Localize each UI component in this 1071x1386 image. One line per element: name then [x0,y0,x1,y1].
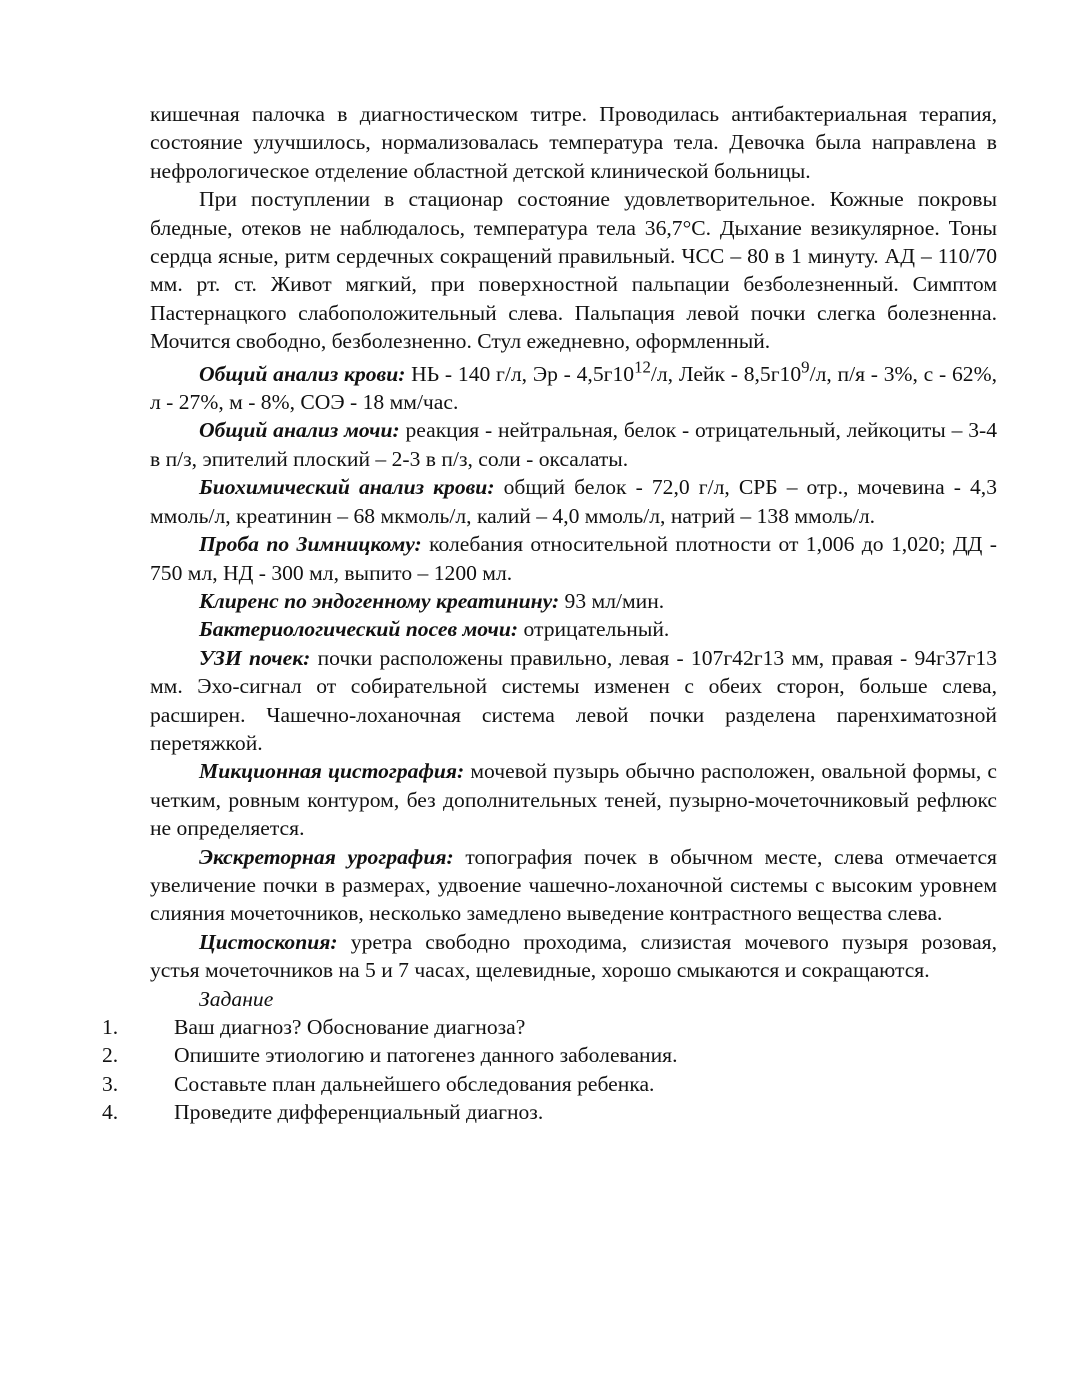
intro-paragraph: кишечная палочка в диагностическом титре. Проводилась антибактериальная терапия, состояние улучшилось, нормализовалась температура тела. Девочка была направлена в нефрологическое отделение областной детской клинической больницы. [150,102,997,183]
blood-test-exponent-2: 9 [801,357,810,377]
urography-heading: Экскреторная урография: [199,844,454,869]
blood-test-text-1: НЬ - 140 г/л, Эр - 4,5г10 [405,361,635,386]
task-item-number: 4. [102,1100,119,1125]
clearance-paragraph [150,587,997,615]
zimnitsky-paragraph [150,530,997,587]
blood-test-paragraph [150,357,997,417]
clearance-text: 93 мл/мин. [559,588,665,613]
bacterio-paragraph [150,615,997,643]
task-item-number: 3. [102,1071,119,1096]
bacterio-text: отрицательный. [518,617,670,642]
cystography-paragraph [150,757,997,842]
zimnitsky-heading: Проба по Зимницкому: [199,532,422,557]
ultrasound-heading: УЗИ почек: [199,645,311,670]
cystography-heading: Микционная цистография: [199,759,465,784]
biochem-paragraph [150,473,997,530]
cystoscopy-text: уретра свободно проходима, слизистая мочевого пузыря розовая, устья мочеточников на 5 и 7 часах, щелевидные, хорошо смыкаются и сокращаются. [150,929,997,983]
task-item-text: Составьте план дальнейшего обследования ребенка. [174,1071,655,1096]
task-item-number: 2. [102,1043,119,1068]
cystoscopy-heading: Цистоскопия: [199,929,338,954]
admission-paragraph: При поступлении в стационар состояние удовлетворительное. Кожные покровы бледные, отеков не наблюдалось, температура тела 36,7°С. Дыхание везикулярное. Тоны сердца ясные, ритм сердечных сокращений правильный. ЧСС – 80 в 1 минуту. АД – 110/70 мм. рт. ст. Живот мягкий, при поверхностной пальпации безболезненный. Симптом Пастернацкого слабоположительный слева. Пальпация левой почки слегка болезненна. Мочится свободно, безболезненно. Стул ежедневно, оформленный. [150,187,997,354]
urine-test-heading: Общий анализ мочи: [199,418,400,443]
task-item-number: 1. [102,1015,119,1039]
ultrasound-text: почки расположены правильно, левая - 107г42г13 мм, правая - 94г37г13 мм. Эхо-сигнал от собирательной системы изменен с обеих сторон, больше слева, расширен. Чашечно-лоханочная система левой почки разделена паренхиматозной перетяжкой. [150,645,997,755]
ultrasound-paragraph [150,644,997,758]
task-item-text: Проведите дифференциальный диагноз. [174,1100,544,1125]
task-item [102,1013,997,1041]
urine-test-paragraph [150,416,997,473]
blood-test-text-3: /л, п/я - 3%, с - 62%, л - 27%, м - 8%, СОЭ - 18 мм/час. [150,361,997,415]
biochem-heading: Биохимический анализ крови: [199,475,495,500]
bacterio-heading: Бактериологический посев мочи: [199,617,519,642]
blood-test-exponent-1: 12 [634,357,651,377]
urography-paragraph [150,843,997,928]
cystoscopy-paragraph [150,928,997,985]
urography-text: топография почек в обычном месте, слева отмечается увеличение почки в размерах, удвоение чашечно-лоханочной системы с высоким уровнем слияния мочеточников, несколько замедлено выведение контрастного вещества слева. [150,844,997,926]
cystography-text: мочевой пузырь обычно расположен, овальной формы, с четким, ровным контуром, без дополнительных теней, пузырно-мочеточниковый рефлюкс не определяется. [150,759,998,841]
urine-test-text: реакция - нейтральная, белок - отрицательный, лейкоциты – 3-4 в п/з, эпителий плоский – 2-3 в п/з, соли - оксалаты. [150,418,998,471]
task-item [102,1070,997,1098]
task-item-text: Ваш диагноз? Обоснование диагноза? [174,1015,526,1039]
document-page [102,100,998,1127]
zimnitsky-text: колебания относительной плотности от 1,006 до 1,020; ДД - 750 мл, НД - 300 мл, выпито – 1200 мл. [150,532,997,585]
task-item-text: Опишите этиологию и патогенез данного заболевания. [174,1043,678,1068]
task-list [102,1013,997,1127]
clearance-heading: Клиренс по эндогенному креатинину: [199,588,560,613]
blood-test-text-2: /л, Лейк - 8,5г10 [650,361,802,386]
task-item [102,1041,997,1069]
biochem-text: общий белок - 72,0 г/л, СРБ – отр., мочевина - 4,3 ммоль/л, креатинин – 68 мкмоль/л, калий – 4,0 ммоль/л, натрий – 138 ммоль/л. [150,475,997,528]
blood-test-heading: Общий анализ крови: [199,361,406,386]
task-title: Задание [199,986,274,1011]
task-item [102,1098,997,1126]
